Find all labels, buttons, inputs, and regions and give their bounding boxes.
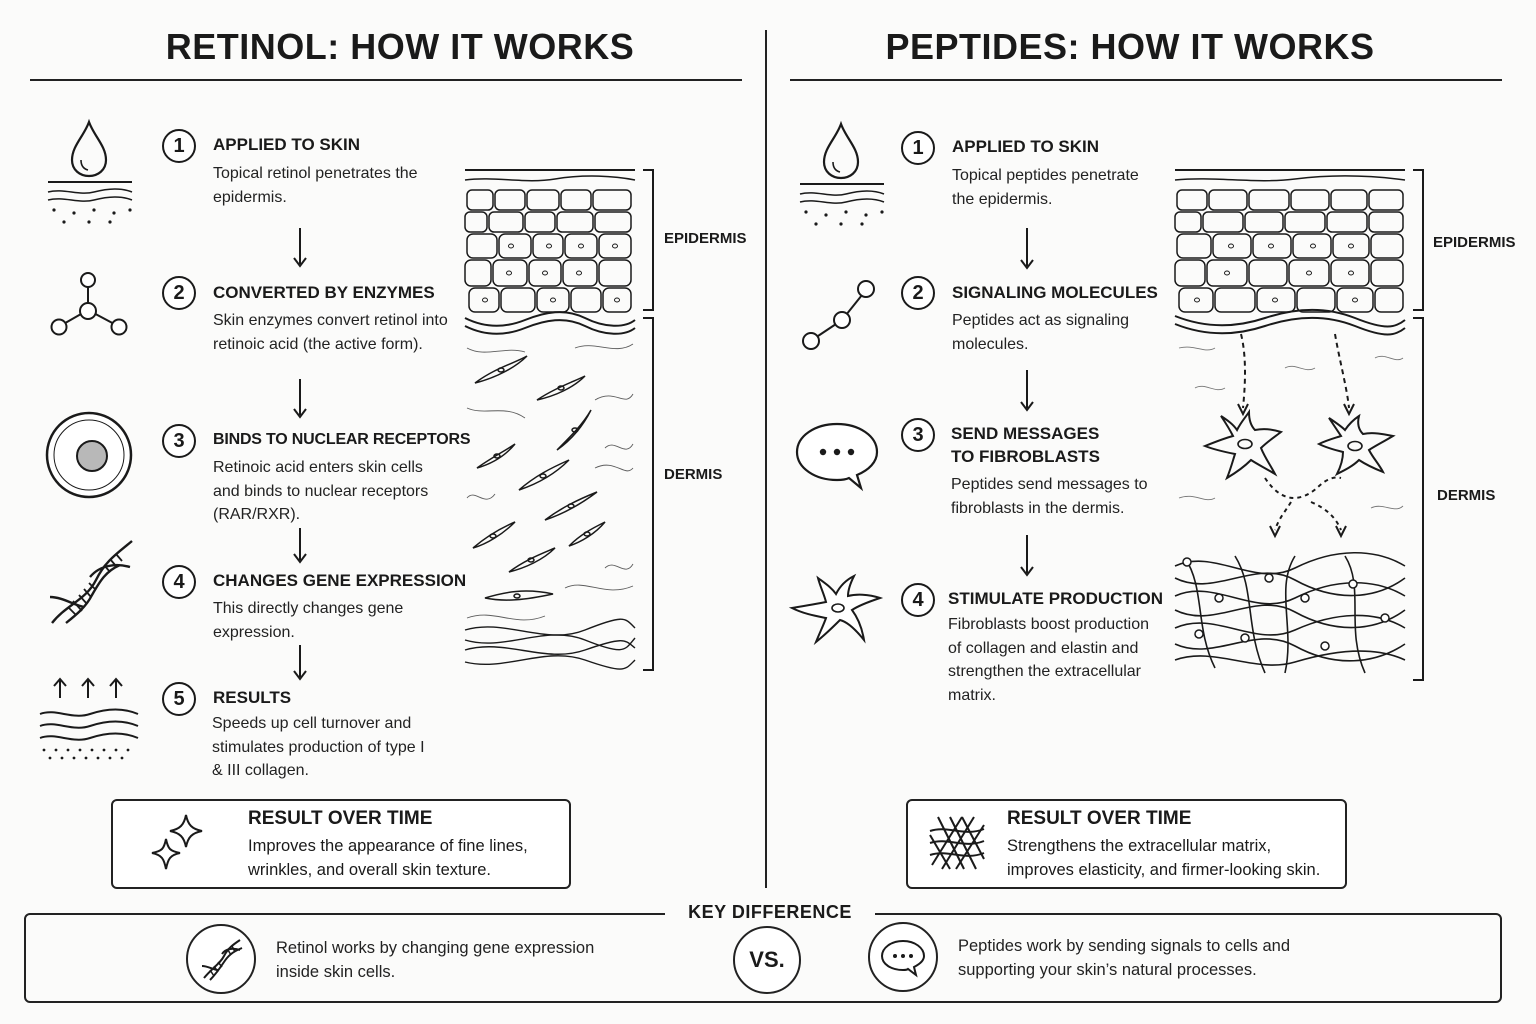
- center-divider: [765, 30, 767, 888]
- peptides-step-3-title: SEND MESSAGES: [951, 424, 1100, 443]
- mesh-icon: [928, 815, 986, 871]
- arrows-up-icon: [38, 676, 143, 764]
- retinol-step-4-desc: This directly changes gene expression.: [213, 600, 404, 641]
- peptides-step-4-number: 4: [901, 583, 935, 617]
- retinol-arrow-3: [293, 528, 307, 564]
- peptides-result-title: RESULT OVER TIME: [1007, 808, 1192, 829]
- dna-icon: [200, 936, 244, 982]
- peptides-title: PEPTIDES: HOW IT WORKS: [885, 26, 1375, 67]
- sparkle-icon: [150, 813, 206, 871]
- retinol-step-2-number: 2: [162, 276, 196, 310]
- dna-icon: [46, 535, 136, 630]
- key-peptides-text: Peptides work by sending signals to cells and supporting your skin’s natural processes.: [958, 937, 1291, 979]
- retinol-step-1-title: APPLIED TO SKIN: [213, 135, 361, 154]
- peptides-step-3-number: 3: [901, 418, 935, 452]
- peptides-title-rule: [790, 79, 1502, 81]
- peptides-step-2-desc: Peptides act as signaling molecules.: [952, 312, 1129, 353]
- retinol-result-title: RESULT OVER TIME: [248, 808, 433, 829]
- retinol-arrow-4: [293, 645, 307, 681]
- peptides-step-3-title-line2: TO FIBROBLASTS: [951, 447, 1100, 466]
- retinol-step-5-number: 5: [162, 682, 196, 716]
- peptides-step-1-title: APPLIED TO SKIN: [952, 137, 1100, 156]
- retinol-step-3-number: 3: [162, 424, 196, 458]
- retinol-step-3-title: BINDS TO NUCLEAR RECEPTORS: [213, 431, 471, 448]
- retinol-dermis-label: DERMIS: [664, 466, 723, 483]
- speech-bubble-icon: [880, 938, 926, 978]
- fibroblast-icon: [790, 574, 885, 646]
- droplet-icon: [44, 118, 139, 228]
- speech-bubble-icon: [795, 420, 880, 492]
- peptides-step-1-desc: Topical peptides penetrate the epidermis.: [952, 167, 1139, 208]
- peptides-step-3-desc: Peptides send messages to fibroblasts in the dermis.: [951, 476, 1148, 517]
- retinol-arrow-2: [293, 379, 307, 419]
- retinol-step-4-number: 4: [162, 565, 196, 599]
- vs-badge: [733, 926, 801, 994]
- retinol-step-1-desc: Topical retinol penetrates the epidermis.: [213, 165, 418, 206]
- retinol-step-5-desc: Speeds up cell turnover and stimulates production of type I & III collagen.: [212, 715, 425, 779]
- peptides-skin-cross-section: [1175, 168, 1435, 683]
- peptides-step-2-number: 2: [901, 276, 935, 310]
- peptides-dermis-label: DERMIS: [1437, 487, 1496, 504]
- peptides-arrow-2: [1020, 370, 1034, 412]
- peptides-epidermis-label: EPIDERMIS: [1433, 234, 1516, 251]
- peptides-step-4-title: STIMULATE PRODUCTION: [948, 589, 1164, 608]
- peptides-step-1-number: 1: [901, 131, 935, 165]
- retinol-arrow-1: [293, 228, 307, 268]
- retinol-step-5-title: RESULTS: [213, 688, 292, 707]
- retinol-title-rule: [30, 79, 742, 81]
- key-retinol-text: Retinol works by changing gene expression inside skin cells.: [276, 939, 595, 981]
- peptides-result-desc: Strengthens the extracellular matrix, improves elasticity, and firmer-looking skin.: [1007, 837, 1321, 879]
- retinol-step-3-desc: Retinoic acid enters skin cells and binds to nuclear receptors (RAR/RXR).: [213, 459, 429, 523]
- peptides-arrow-3: [1020, 535, 1034, 577]
- droplet-icon: [796, 120, 891, 230]
- peptides-arrow-1: [1020, 228, 1034, 270]
- chain-molecule-icon: [800, 278, 880, 353]
- retinol-epidermis-label: EPIDERMIS: [664, 230, 747, 247]
- vs-label: VS.: [749, 947, 785, 972]
- retinol-skin-cross-section: [465, 168, 660, 673]
- peptides-step-2-title: SIGNALING MOLECULES: [952, 283, 1158, 302]
- cell-nucleus-icon: [44, 410, 134, 500]
- retinol-step-2-title: CONVERTED BY ENZYMES: [213, 283, 435, 302]
- retinol-step-1-number: 1: [162, 129, 196, 163]
- key-difference-title: KEY DIFFERENCE: [665, 902, 875, 923]
- retinol-title: RETINOL: HOW IT WORKS: [165, 26, 635, 67]
- retinol-step-2-desc: Skin enzymes convert retinol into retinoic acid (the active form).: [213, 312, 448, 353]
- peptides-step-4-desc: Fibroblasts boost production of collagen and elastin and strengthen the extracellular matrix.: [948, 616, 1149, 704]
- retinol-step-4-title: CHANGES GENE EXPRESSION: [213, 571, 467, 590]
- retinol-result-desc: Improves the appearance of fine lines, wrinkles, and overall skin texture.: [248, 837, 528, 879]
- molecule-icon: [48, 268, 133, 343]
